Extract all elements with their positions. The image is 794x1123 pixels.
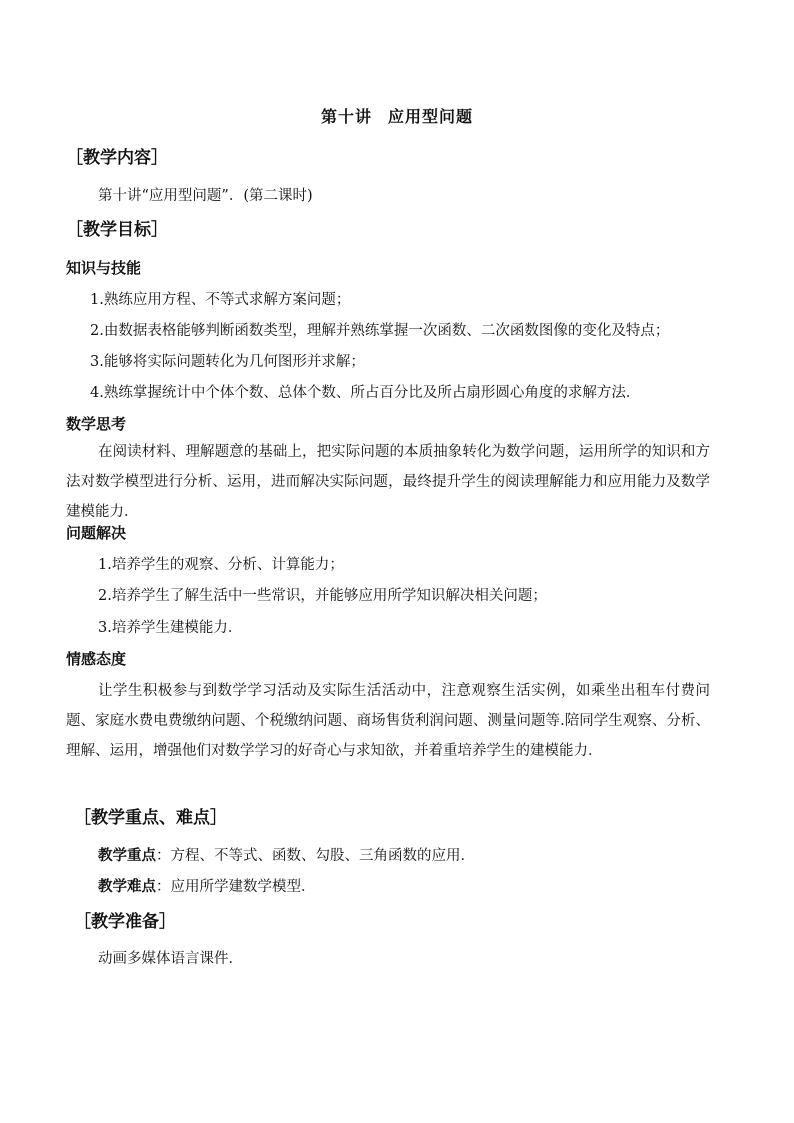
list-item: 1.培养学生的观察、分析、计算能力； (98, 557, 344, 573)
list-item: 3.能够将实际问题转化为几何图形并求解； (90, 354, 365, 370)
lecture-topic: 应用型问题 (388, 107, 474, 126)
list-item: 1.熟练应用方程、不等式求解方案问题； (90, 292, 351, 308)
section-heading-preparation: ［教学准备］ (74, 912, 176, 932)
preparation-text: 动画多媒体语言课件． (98, 951, 243, 967)
section-heading-content: ［教学内容］ (66, 148, 168, 168)
section-heading-goals: ［教学目标］ (66, 220, 168, 240)
thinking-paragraph: 在阅读材料、理解题意的基础上，把实际问题的本质抽象转化为数学问题，运用所学的知识和方法对数学模型进行分析、运用，进而解决实际问题，最终提升学生的阅读理解能力和应用能力及数学建模能力． (66, 444, 710, 520)
key-point-line (98, 846, 475, 866)
lecture-number: 第十讲 (320, 107, 372, 126)
list-item: 2.由数据表格能够判断函数类型，理解并熟练掌握一次函数、二次函数图像的变化及特点； (90, 323, 670, 339)
difficulty-text: ：应用所学建数学模型． (156, 879, 316, 895)
subheading-knowledge: 知识与技能 (66, 259, 142, 277)
difficulty-line (98, 877, 316, 897)
list-item: 3.培养学生建模能力． (98, 620, 243, 636)
attitude-paragraph: 让学生积极参与到数学学习活动及实际生活活动中，注意观察生活实例，如乘坐出租车付费问题、家庭水费电费缴纳问题、个税缴纳问题、商场售货利润问题、测量问题等.陪同学生观察、分析、理解、运用，增强他们对数学学习的好奇心与求知欲，并着重培养学生的建模能力． (66, 683, 710, 759)
content-text: 第十讲“应用型问题”．(第二课时) (98, 188, 313, 204)
subheading-thinking: 数学思考 (66, 415, 127, 433)
page-title (0, 106, 794, 128)
subheading-attitude: 情感态度 (66, 650, 127, 668)
section-heading-key-points: ［教学重点、难点］ (74, 808, 227, 828)
key-point-label: 教学重点 (98, 847, 156, 864)
key-point-text: ：方程、不等式、函数、勾股、三角函数的应用． (156, 848, 475, 864)
list-item: 2.培养学生了解生活中一些常识，并能够应用所学知识解决相关问题； (98, 588, 547, 604)
subheading-problem-solving: 问题解决 (66, 524, 127, 542)
difficulty-label: 教学难点 (98, 878, 156, 895)
list-item: 4.熟练掌握统计中个体个数、总体个数、所占百分比及所占扇形圆心角度的求解方法． (90, 385, 641, 401)
